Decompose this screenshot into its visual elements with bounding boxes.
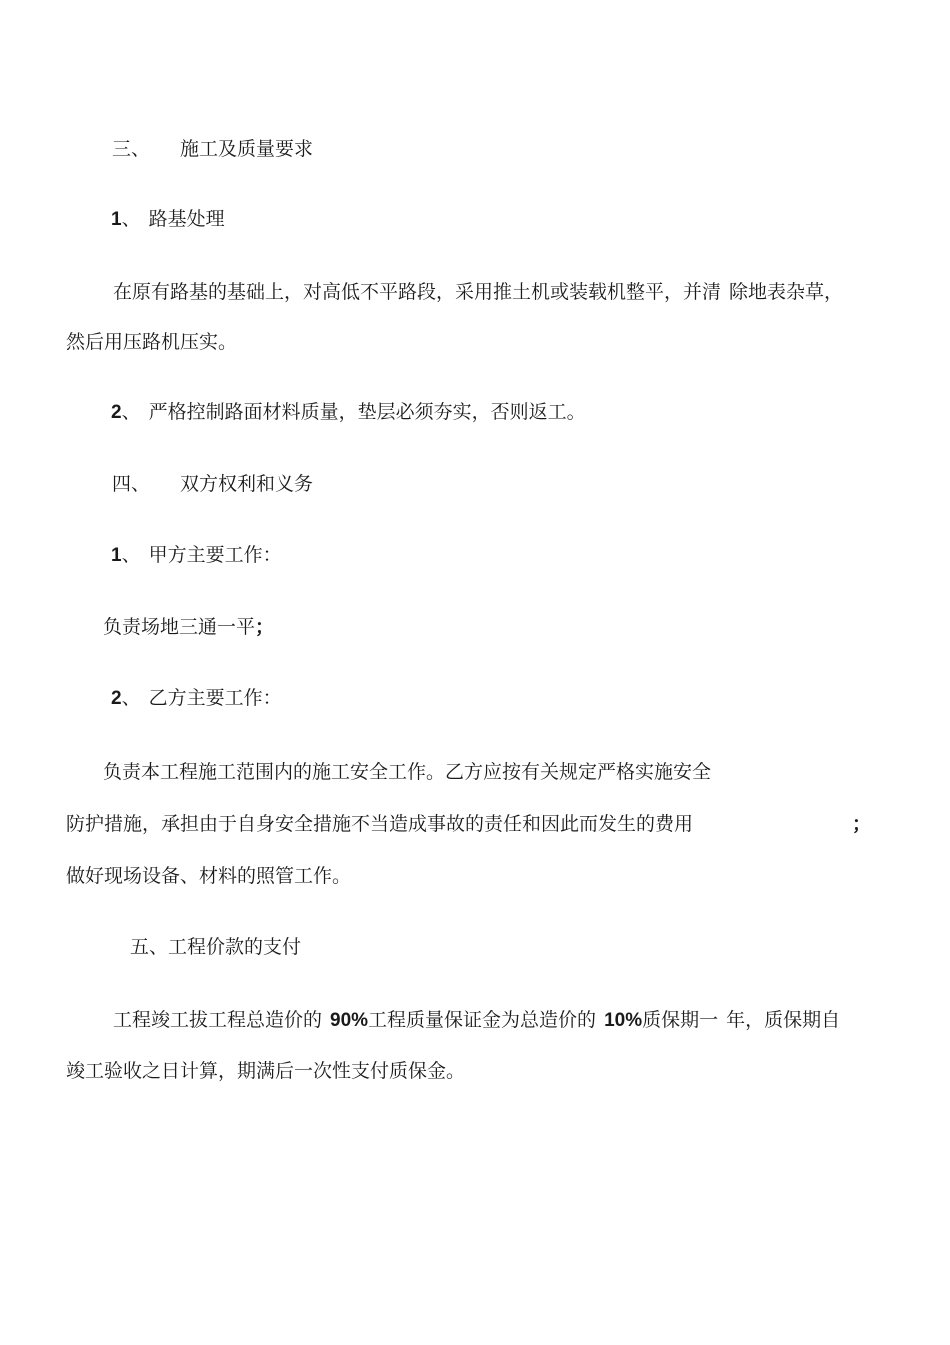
item-4-2-sep: 、	[121, 687, 141, 709]
paragraph-4-2-line1: 负责本工程施工范围内的施工安全工作。乙方应按有关规定严格实施安全	[103, 761, 712, 783]
paragraph-text: 负责场地三通一平	[103, 616, 256, 638]
item-4-2-heading	[111, 689, 282, 708]
paragraph-text: 在原有路基的基础上，对高低不平路段，采用推土机或装载机整平，并清	[113, 281, 722, 303]
item-4-1-number: 1	[111, 545, 122, 566]
section-4-heading	[112, 475, 313, 494]
paragraph-3-1-line2: 然后用压路机压实。	[66, 331, 238, 353]
paragraph-4-2-line2: 防护措施，承担由于自身安全措施不当造成事故的责任和因此而发生的费用	[66, 813, 694, 835]
item-4-2-number: 2	[111, 688, 122, 709]
paragraph-text: 质保期一	[642, 1009, 719, 1031]
section-4-title: 双方权利和义务	[180, 473, 314, 495]
section-4-marker: 四、	[112, 473, 151, 495]
paragraph-text: 工程竣工拔工程总造价的	[113, 1009, 323, 1031]
percent-90: 90%	[330, 1010, 369, 1031]
item-3-2-sep: 、	[121, 401, 141, 423]
percent-10: 10%	[604, 1010, 643, 1031]
paragraph-5-line1	[113, 1011, 840, 1030]
section-5-heading: 五、工程价款的支付	[130, 936, 302, 958]
item-3-1-sep: 、	[121, 208, 141, 230]
item-3-1-title: 路基处理	[148, 208, 225, 230]
paragraph-4-2-line2-tail: ；	[852, 813, 872, 835]
item-4-2-title: 乙方主要工作：	[148, 687, 282, 709]
paragraph-4-1	[103, 618, 274, 637]
paragraph-3-1-line1	[113, 283, 843, 302]
paragraph-5-line2: 竣工验收之日计算，期满后一次性支付质保金。	[66, 1060, 466, 1082]
paragraph-text: 年，质保期自	[726, 1009, 841, 1031]
paragraph-text: 工程质量保证金为总造价的	[368, 1009, 597, 1031]
item-4-1-heading	[111, 546, 282, 565]
item-3-1-number: 1	[111, 209, 122, 230]
item-3-2	[111, 403, 586, 422]
paragraph-4-2-line3: 做好现场设备、材料的照管工作。	[66, 865, 352, 887]
section-3-heading	[112, 140, 313, 159]
item-3-2-text: 严格控制路面材料质量，垫层必须夯实，否则返工。	[148, 401, 586, 423]
section-3-title: 施工及质量要求	[180, 138, 314, 160]
paragraph-text: 除地表杂草，	[729, 281, 844, 303]
paragraph-tail: ；	[255, 616, 275, 638]
section-3-marker: 三、	[112, 138, 151, 160]
item-4-1-title: 甲方主要工作：	[148, 544, 282, 566]
item-3-1-heading	[111, 210, 225, 229]
item-3-2-number: 2	[111, 402, 122, 423]
item-4-1-sep: 、	[121, 544, 141, 566]
